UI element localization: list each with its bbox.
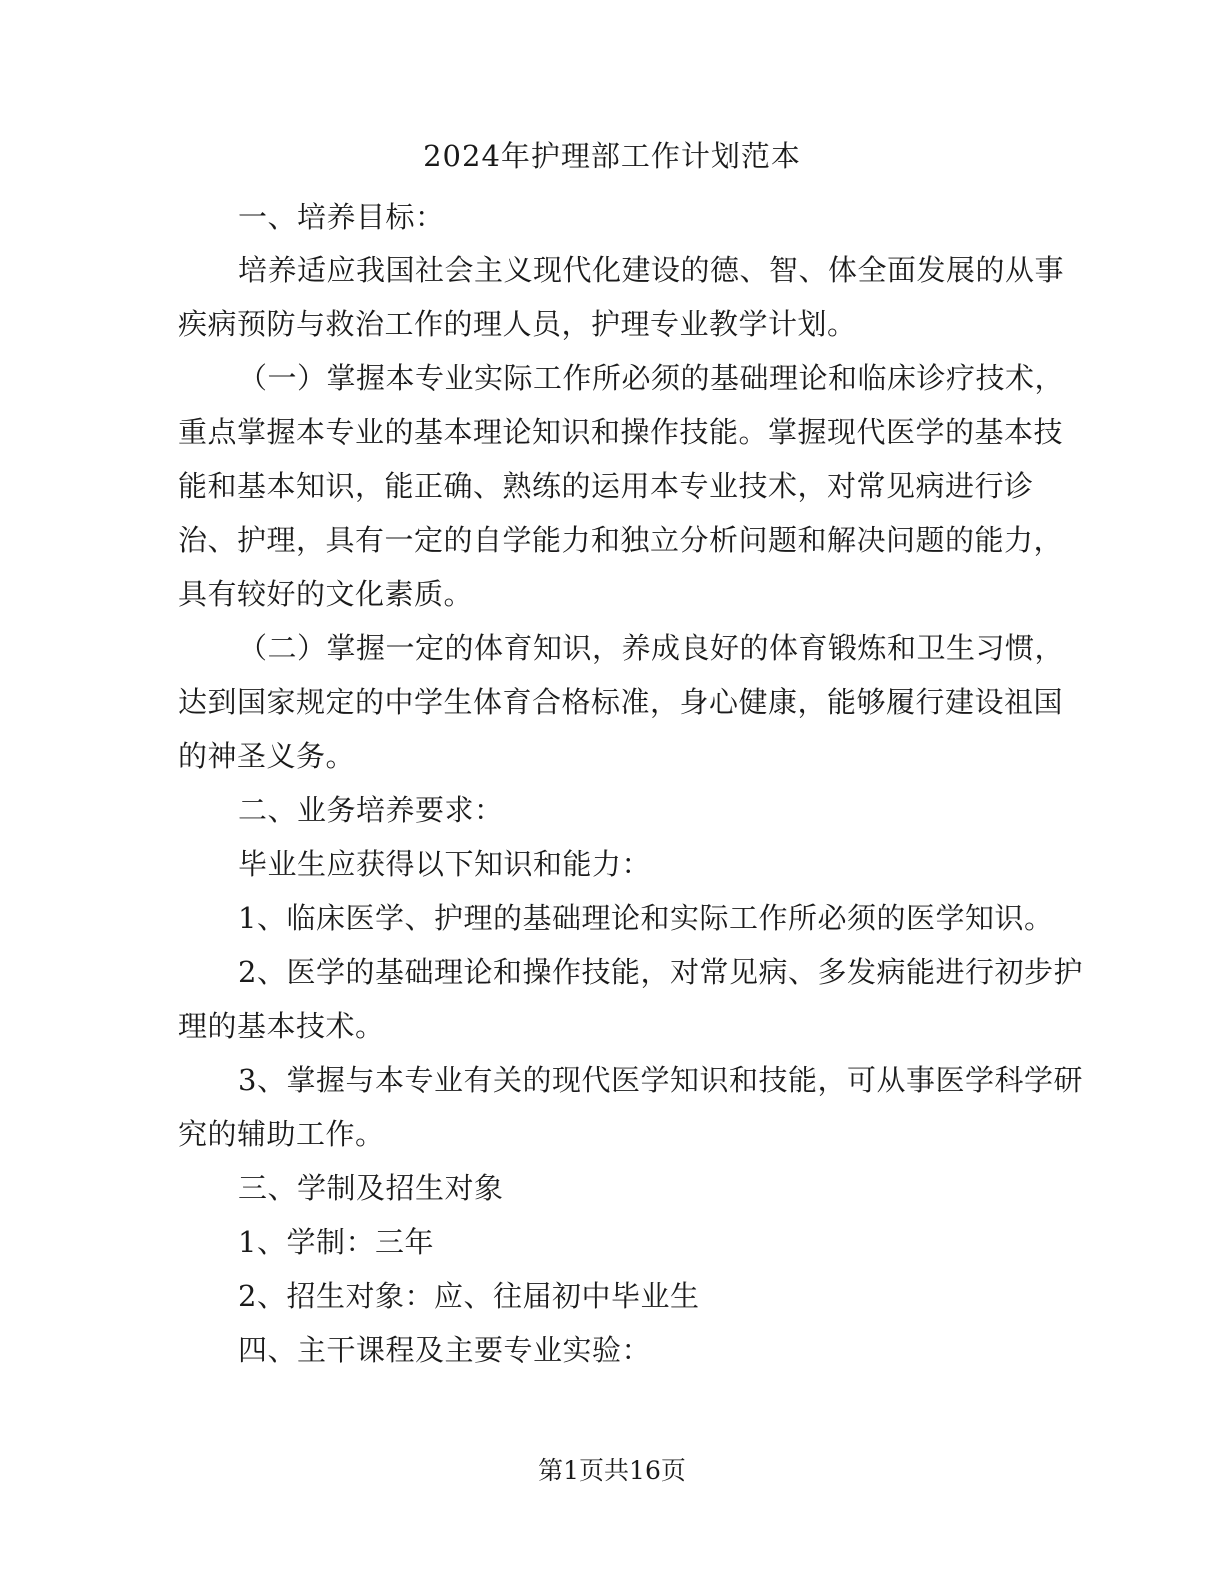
list-item: 2、医学的基础理论和操作技能，对常见病、多发病能进行初步护 — [238, 955, 1083, 989]
list-item: 3、掌握与本专业有关的现代医学知识和技能，可从事医学科学研 — [238, 1063, 1083, 1097]
paragraph-line: 疾病预防与救治工作的理人员，护理专业教学计划。 — [178, 307, 857, 341]
paragraph-line: 治、护理，具有一定的自学能力和独立分析问题和解决问题的能力， — [178, 523, 1064, 557]
section-heading-1: 一、培养目标： — [238, 200, 445, 234]
paragraph-line: 能和基本知识，能正确、熟练的运用本专业技术，对常见病进行诊 — [178, 469, 1034, 503]
paragraph-line: 培养适应我国社会主义现代化建设的德、智、体全面发展的从事 — [238, 253, 1065, 287]
list-item: 1、临床医学、护理的基础理论和实际工作所必须的医学知识。 — [238, 901, 1054, 935]
paragraph-line: 毕业生应获得以下知识和能力： — [238, 847, 652, 881]
section-heading-4: 四、主干课程及主要专业实验： — [238, 1333, 652, 1367]
paragraph-line: 重点掌握本专业的基本理论知识和操作技能。掌握现代医学的基本技 — [178, 415, 1064, 449]
list-item: 2、招生对象：应、往届初中毕业生 — [238, 1279, 700, 1313]
paragraph-line: 达到国家规定的中学生体育合格标准，身心健康，能够履行建设祖国 — [178, 685, 1064, 719]
document-title: 2024年护理部工作计划范本 — [423, 139, 801, 173]
paragraph-line: （二）掌握一定的体育知识，养成良好的体育锻炼和卫生习惯， — [238, 631, 1065, 665]
paragraph-line: 理的基本技术。 — [178, 1009, 385, 1043]
paragraph-line: （一）掌握本专业实际工作所必须的基础理论和临床诊疗技术， — [238, 361, 1065, 395]
section-heading-2: 二、业务培养要求： — [238, 793, 504, 827]
list-item: 1、学制：三年 — [238, 1225, 434, 1259]
page-number: 第1页共16页 — [538, 1456, 686, 1485]
paragraph-line: 究的辅助工作。 — [178, 1117, 385, 1151]
section-heading-3: 三、学制及招生对象 — [238, 1171, 504, 1205]
paragraph-line: 的神圣义务。 — [178, 739, 356, 773]
paragraph-line: 具有较好的文化素质。 — [178, 577, 474, 611]
